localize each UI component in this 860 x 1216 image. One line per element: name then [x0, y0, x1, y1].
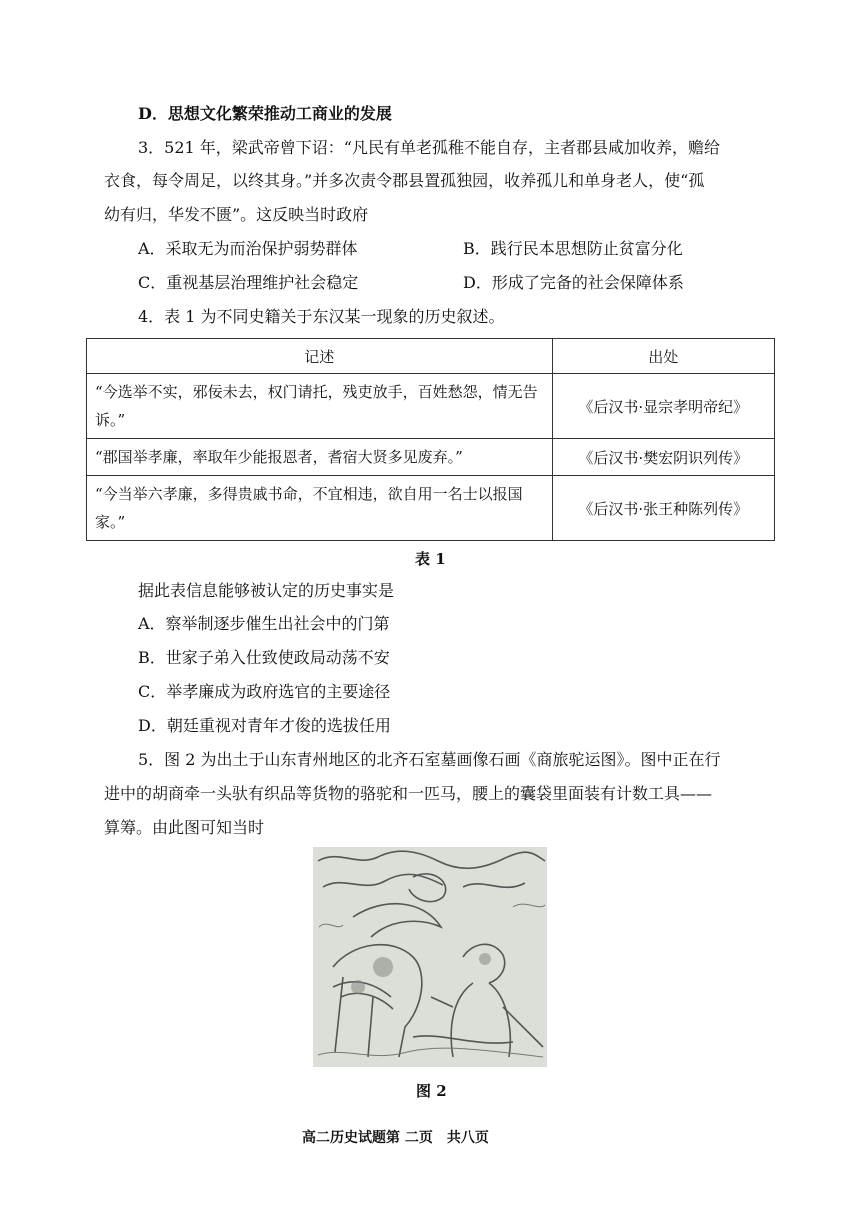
q4-option-b: B．世家子弟入仕致使政局动荡不安	[138, 648, 390, 667]
table-row	[87, 374, 775, 439]
q4-option-a: A．察举制逐步催生出社会中的门第	[138, 614, 390, 633]
q5-stem-line1: 5．图 2 为出土于山东青州地区的北齐石室墓画像石画《商旅驼运图》。图中正在行	[138, 750, 721, 769]
table-row	[87, 476, 775, 541]
table-cell-record: “今选举不实，邪佞未去，权门请托，残吏放手，百姓愁怨，情无告诉。”	[87, 374, 553, 439]
q3-stem-line3: 幼有归，华发不匮”。这反映当时政府	[104, 205, 369, 224]
table-row	[87, 439, 775, 476]
q5-stem-line2: 进中的胡商牵一头驮有织品等货物的骆驼和一匹马，腰上的囊袋里面装有计数工具——	[104, 784, 713, 803]
q3-option-b: B．践行民本思想防止贫富分化	[463, 239, 683, 258]
table-cell-source: 《后汉书·张王种陈列传》	[552, 476, 774, 541]
q4-option-c: C．举孝廉成为政府选官的主要途径	[138, 682, 391, 701]
table-header-row	[87, 339, 775, 374]
table-cell-source: 《后汉书·显宗孝明帝纪》	[552, 374, 774, 439]
stone-relief-image	[313, 847, 547, 1067]
history-table	[86, 338, 775, 541]
table-cell-record: “郡国举孝廉，率取年少能报恩者，耆宿大贤多见废弃。”	[87, 439, 553, 476]
q4-question: 据此表信息能够被认定的历史事实是	[138, 581, 395, 600]
q3-option-a: A．采取无为而治保护弱势群体	[138, 239, 358, 258]
page-footer: 高二历史试题第 二页 共八页	[302, 1130, 489, 1146]
table-header-record: 记述	[87, 339, 553, 374]
figure-caption: 图 2	[416, 1082, 447, 1100]
q5-stem-line3: 算筹。由此图可知当时	[104, 818, 265, 837]
q2-option-d: D．思想文化繁荣推动工商业的发展	[138, 104, 392, 123]
q4-stem: 4．表 1 为不同史籍关于东汉某一现象的历史叙述。	[138, 307, 505, 326]
q3-option-d: D．形成了完备的社会保障体系	[463, 273, 684, 292]
q3-option-c: C．重视基层治理维护社会稳定	[138, 273, 359, 292]
table-header-source: 出处	[552, 339, 774, 374]
q3-stem-line2: 衣食，每令周足，以终其身。”并多次责令郡县置孤独园，收养孤儿和单身老人，使“孤	[104, 171, 705, 190]
table-caption: 表 1	[415, 550, 446, 568]
table-cell-source: 《后汉书·樊宏阴识列传》	[552, 439, 774, 476]
q4-option-d: D．朝廷重视对青年才俊的选拔任用	[138, 716, 391, 735]
table-cell-record: “今当举六孝廉，多得贵戚书命，不宜相违，欲自用一名士以报国家。”	[87, 476, 553, 541]
q3-stem-line1: 3．521 年，梁武帝曾下诏：“凡民有单老孤稚不能自存，主者郡县咸加收养，赡给	[138, 138, 720, 157]
